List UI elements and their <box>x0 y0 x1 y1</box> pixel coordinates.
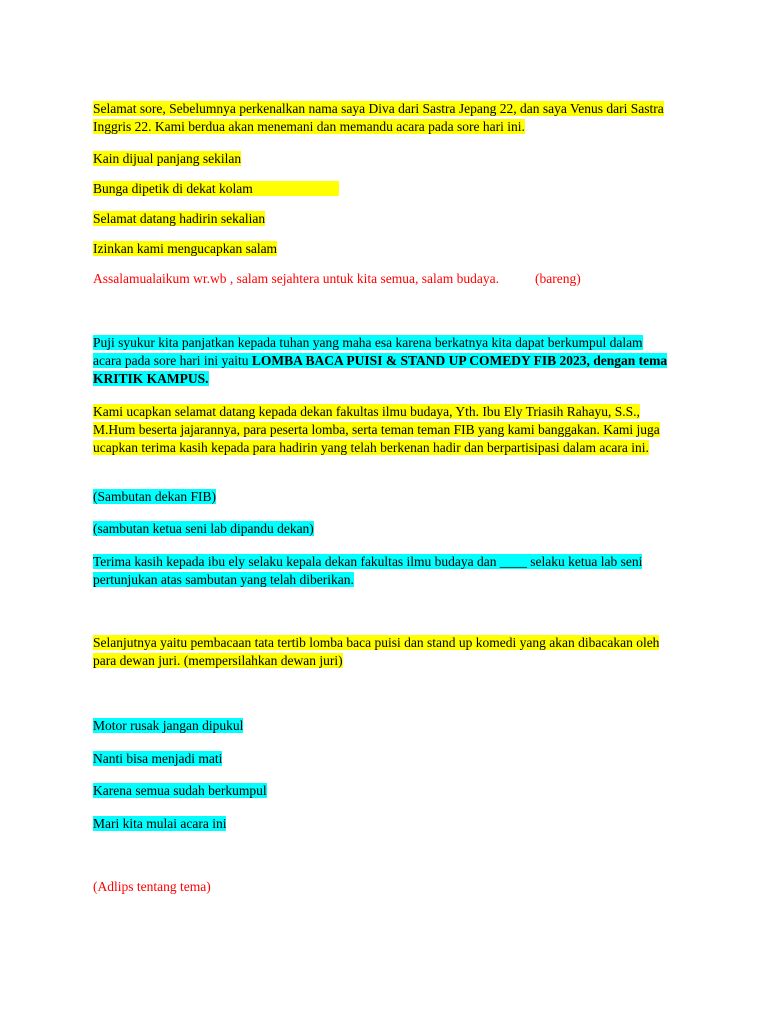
pantun1-line-2 <box>93 180 673 198</box>
puji-text: Puji syukur kita panjatkan kepada tuhan yang maha esa karena berkatnya kita dapat berkumpul dalam acara pada sore hari ini yaitu <box>93 335 643 368</box>
tata-tertib-paragraph <box>93 634 673 670</box>
pantun2-text-1: Motor rusak jangan dipukul <box>93 718 244 733</box>
sambutan-dekan-line <box>93 488 673 506</box>
pantun1-text-4: Izinkan kami mengucapkan salam <box>93 241 278 256</box>
intro-paragraph <box>93 100 673 136</box>
tata-tertib-text: Selanjutnya yaitu pembacaan tata tertib lomba baca puisi dan stand up komedi yang akan dibacakan oleh para dewan juri. (mempersilahkan dewan juri) <box>93 635 660 668</box>
pantun2-line-4 <box>93 815 673 833</box>
pantun1-line-3 <box>93 210 673 228</box>
pantun1-text-2: Bunga dipetik di dekat kolam <box>93 181 253 196</box>
pantun2-text-3: Karena semua sudah berkumpul <box>93 783 267 798</box>
pantun2-line-1 <box>93 717 673 735</box>
pantun2-line-3 <box>93 782 673 800</box>
sambutan-ketua-text: (sambutan ketua seni lab dipandu dekan) <box>93 521 314 536</box>
puji-paragraph <box>93 334 673 388</box>
adlips-text: (Adlips tentang tema) <box>93 879 211 894</box>
pantun1-text-1: Kain dijual panjang sekilan <box>93 151 242 166</box>
sambutan-dekan-text: (Sambutan dekan FIB) <box>93 489 216 504</box>
sambutan-ketua-line <box>93 520 673 538</box>
welcome-paragraph <box>93 403 673 457</box>
pantun1-text-3: Selamat datang hadirin sekalian <box>93 211 266 226</box>
pantun2-text-2: Nanti bisa menjadi mati <box>93 751 223 766</box>
pantun1-line-1 <box>93 150 673 168</box>
pantun2-text-4: Mari kita mulai acara ini <box>93 816 227 831</box>
pantun2-line-2 <box>93 750 673 768</box>
terima-kasih-paragraph <box>93 553 673 589</box>
pantun1-line-4 <box>93 240 673 258</box>
salam-text: Assalamualaikum wr.wb , salam sejahtera untuk kita semua, salam budaya. <box>93 271 500 286</box>
salam-line <box>93 270 673 288</box>
salam-note: (bareng) <box>535 271 581 286</box>
pantun1-text-2-wrap <box>93 181 339 196</box>
adlips-line <box>93 878 673 896</box>
terima-kasih-text: Terima kasih kepada ibu ely selaku kepala dekan fakultas ilmu budaya dan ____ selaku ketua lab seni pertunjukan atas sambutan yang telah diberikan. <box>93 554 643 587</box>
welcome-text: Kami ucapkan selamat datang kepada dekan fakultas ilmu budaya, Yth. Ibu Ely Triasih Rahayu, S.S., M.Hum beserta jajarannya, para peserta lomba, serta teman teman FIB yang kami banggakan. Kami juga ucapkan terima kasih kepada para hadirin yang telah berkenan hadir dan berpartisipasi dalam acara ini. <box>93 404 660 455</box>
puji-highlight <box>93 335 667 386</box>
intro-text: Selamat sore, Sebelumnya perkenalkan nama saya Diva dari Sastra Jepang 22, dan saya Venus dari Sastra Inggris 22. Kami berdua akan menemani dan memandu acara pada sore hari ini. <box>93 101 664 134</box>
event-title: LOMBA BACA PUISI & STAND UP COMEDY FIB 2023, dengan tema KRITIK KAMPUS. <box>93 353 668 386</box>
